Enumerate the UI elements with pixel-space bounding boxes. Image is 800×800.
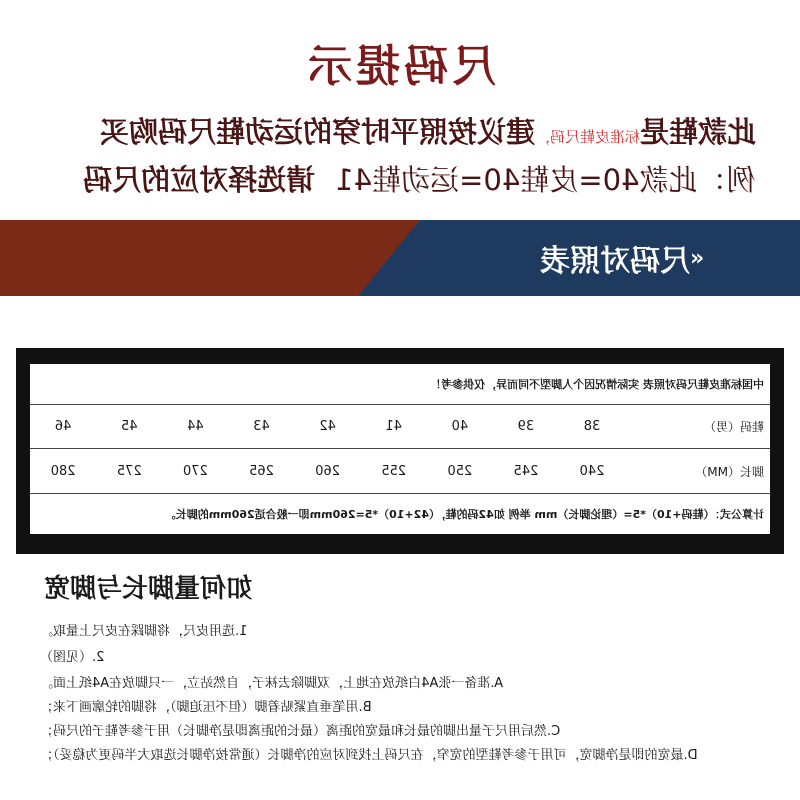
measure-step: A.准备一张A4白纸放在地上，双脚除去袜子，自然站立，一只脚放在A4纸上面。 <box>40 676 504 691</box>
table-cell: 240 <box>559 449 625 493</box>
notice-text: 建议按照平时穿的运动鞋尺码购买 <box>99 115 535 149</box>
table-cell: 275 <box>96 449 162 493</box>
table-cell: 245 <box>493 449 559 493</box>
table-cell: 42 <box>295 405 361 449</box>
length-label: 脚长（MM） <box>625 449 770 493</box>
measure-step: 2.（见图） <box>40 650 105 665</box>
size-formula: 计算公式：（鞋码+10）*5=（理论脚长）mm 举例 如42码的鞋，（42+10）*5=260mm即一般合适260mm的脚长。 <box>164 507 764 521</box>
page-title: 尺码提示 <box>304 41 496 92</box>
table-cell: 46 <box>30 405 96 449</box>
double-chevron-icon: « <box>690 245 705 271</box>
size-table <box>30 364 770 534</box>
table-row <box>30 405 770 449</box>
table-cell: 39 <box>493 405 559 449</box>
table-cell: 250 <box>427 449 493 493</box>
table-row <box>30 493 770 534</box>
measure-step: 1.选用皮尺，将脚踩在皮尺上量取。 <box>40 624 248 639</box>
measure-title <box>0 568 800 604</box>
measure-step: D.最宽的即是净脚宽，可用于参考鞋型的宽窄，在尺码上找到对应的净脚长（通常按净脚长选取大半码更为稳妥）； <box>40 748 698 763</box>
measure-step: C.然后用尺子量出脚的最长和最宽的距离（最长的距离即是净脚长）用于参考鞋子的尺码； <box>40 724 561 739</box>
table-cell: 45 <box>96 405 162 449</box>
table-cell: 280 <box>30 449 96 493</box>
banner-red-band <box>0 220 420 296</box>
table-cell: 265 <box>228 449 294 493</box>
table-cell: 43 <box>228 405 294 449</box>
notice-line-2 <box>83 158 756 199</box>
notice-separator: ， <box>534 128 550 146</box>
notice-text: 此款鞋是 <box>639 115 756 149</box>
measure-title-text: 如何量脚长与脚宽 <box>44 574 253 604</box>
size-chart-banner <box>540 236 790 280</box>
size-chart <box>30 364 770 534</box>
table-cell: 270 <box>162 449 228 493</box>
notice-line-1 <box>100 110 756 151</box>
notice-example: 例：此款40=皮鞋40=运动鞋41 <box>335 163 756 197</box>
table-cell: 260 <box>295 449 361 493</box>
table-row <box>30 449 770 493</box>
table-row <box>30 364 770 405</box>
notice-highlight: 标准皮鞋尺码 <box>549 128 640 146</box>
table-cell: 38 <box>559 405 625 449</box>
notice-text: 请选择对应的尺码 <box>83 163 316 197</box>
table-cell: 255 <box>361 449 427 493</box>
table-header: 中国标准皮鞋尺码对照表 实际情况因个人脚型不同而异，仅供参考！ <box>30 364 770 405</box>
measure-step: B.用笔垂直紧贴着脚（但不压迫脚），将脚的轮廓画下来； <box>40 700 372 715</box>
banner-label: 尺码对照表 <box>540 244 690 279</box>
table-cell: 41 <box>361 405 427 449</box>
size-label: 鞋码（男） <box>625 405 770 449</box>
table-cell: 44 <box>162 405 228 449</box>
table-cell: 40 <box>427 405 493 449</box>
